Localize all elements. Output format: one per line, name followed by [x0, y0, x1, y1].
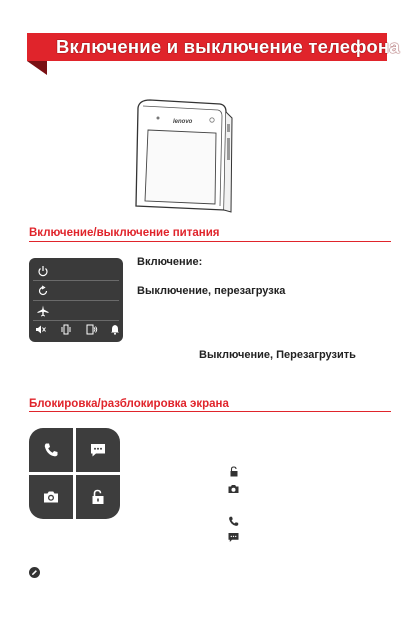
note-icon [29, 567, 40, 578]
sound-mode-row [33, 322, 119, 338]
power-icon [37, 265, 49, 277]
vibrate-icon [60, 324, 72, 335]
message-icon [228, 532, 239, 543]
power-menu-illustration [29, 258, 123, 342]
menu-buttons-label: Выключение, Перезагрузить [199, 349, 356, 361]
mute-icon [35, 324, 47, 335]
camera-icon [228, 484, 239, 494]
airplane-icon [37, 305, 49, 317]
phone-brand: lenovo [173, 119, 193, 125]
phone-icon [43, 442, 59, 458]
shutdown-restart-label: Выключение, перезагрузка [137, 285, 286, 297]
camera-icon [43, 489, 59, 505]
banner-fold [27, 61, 47, 75]
page-title: Включение и выключение телефона [56, 36, 400, 57]
bell-icon [110, 324, 120, 335]
phone-illustration [128, 96, 238, 214]
restart-icon [37, 285, 49, 297]
restart-row [33, 282, 119, 301]
message-icon [90, 442, 106, 458]
camera-tile [29, 475, 73, 519]
section-title-power: Включение/выключение питания [29, 227, 220, 239]
power-row [33, 262, 119, 281]
phone-icon [228, 516, 239, 527]
power-on-label: Включение: [137, 256, 203, 268]
section-divider [29, 411, 391, 412]
outdoor-icon [86, 324, 98, 335]
section-divider [29, 241, 391, 242]
section-title-lock: Блокировка/разблокировка экрана [29, 398, 229, 410]
message-tile [76, 428, 120, 472]
unlock-tile [76, 475, 120, 519]
phone-tile [29, 428, 73, 472]
airplane-row [33, 302, 119, 321]
unlock-icon [90, 489, 106, 505]
unlock-icon [229, 466, 239, 477]
